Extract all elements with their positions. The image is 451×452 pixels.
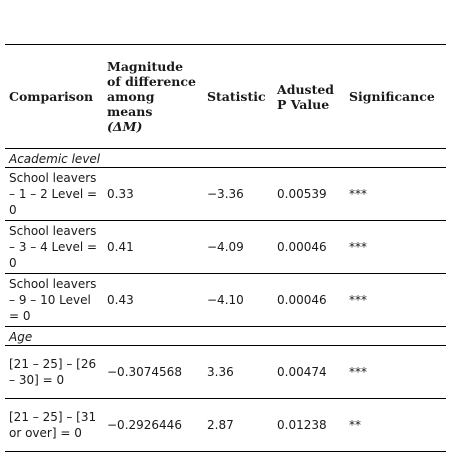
- cell-statistic: −4.10: [207, 293, 244, 307]
- section-label: Age: [5, 327, 446, 346]
- cell-p-value: 0.01238: [277, 418, 327, 432]
- table-row: [5, 346, 446, 399]
- cell-comparison: School leavers – 9 – 10 Level = 0: [9, 277, 97, 323]
- cell-p-value: 0.00046: [277, 293, 327, 307]
- cell-magnitude: −0.2926446: [107, 418, 182, 432]
- cell-significance: ***: [349, 240, 367, 254]
- header-magnitude: [103, 45, 203, 149]
- table-row: [5, 221, 446, 274]
- cell-statistic: 2.87: [207, 418, 234, 432]
- cell-significance: **: [349, 418, 361, 432]
- cell-comparison: [21 – 25] – [26 – 30] = 0: [9, 357, 97, 387]
- cell-significance: ***: [349, 365, 367, 379]
- cell-magnitude: 0.33: [107, 187, 134, 201]
- header-comparison: Comparison: [9, 89, 94, 104]
- table-row: [5, 168, 446, 221]
- header-row: [5, 45, 446, 149]
- cell-p-value: 0.00539: [277, 187, 327, 201]
- header-statistic: Statistic: [207, 89, 266, 104]
- header-magnitude-text: Magnitude of difference among means: [107, 59, 196, 119]
- cell-statistic: −3.36: [207, 187, 244, 201]
- cell-comparison: School leavers – 1 – 2 Level = 0: [9, 171, 98, 217]
- header-adjusted-p: Adusted P Value: [277, 81, 335, 112]
- table-row: [5, 399, 446, 452]
- cell-magnitude: −0.3074568: [107, 365, 182, 379]
- comparison-table: [5, 44, 446, 452]
- cell-p-value: 0.00474: [277, 365, 327, 379]
- header-magnitude-symbol: (ΔM): [107, 119, 143, 134]
- section-row-academic-level: [5, 149, 446, 168]
- cell-statistic: −4.09: [207, 240, 244, 254]
- cell-significance: ***: [349, 293, 367, 307]
- cell-p-value: 0.00046: [277, 240, 327, 254]
- header-significance: Significance: [349, 89, 435, 104]
- cell-comparison: School leavers – 3 – 4 Level = 0: [9, 224, 98, 270]
- cell-magnitude: 0.41: [107, 240, 134, 254]
- cell-statistic: 3.36: [207, 365, 234, 379]
- section-label: Academic level: [5, 149, 446, 168]
- cell-significance: ***: [349, 187, 367, 201]
- section-row-age: [5, 327, 446, 346]
- cell-magnitude: 0.43: [107, 293, 134, 307]
- cell-comparison: [21 – 25] – [31 or over] = 0: [9, 410, 97, 440]
- table-row: [5, 274, 446, 327]
